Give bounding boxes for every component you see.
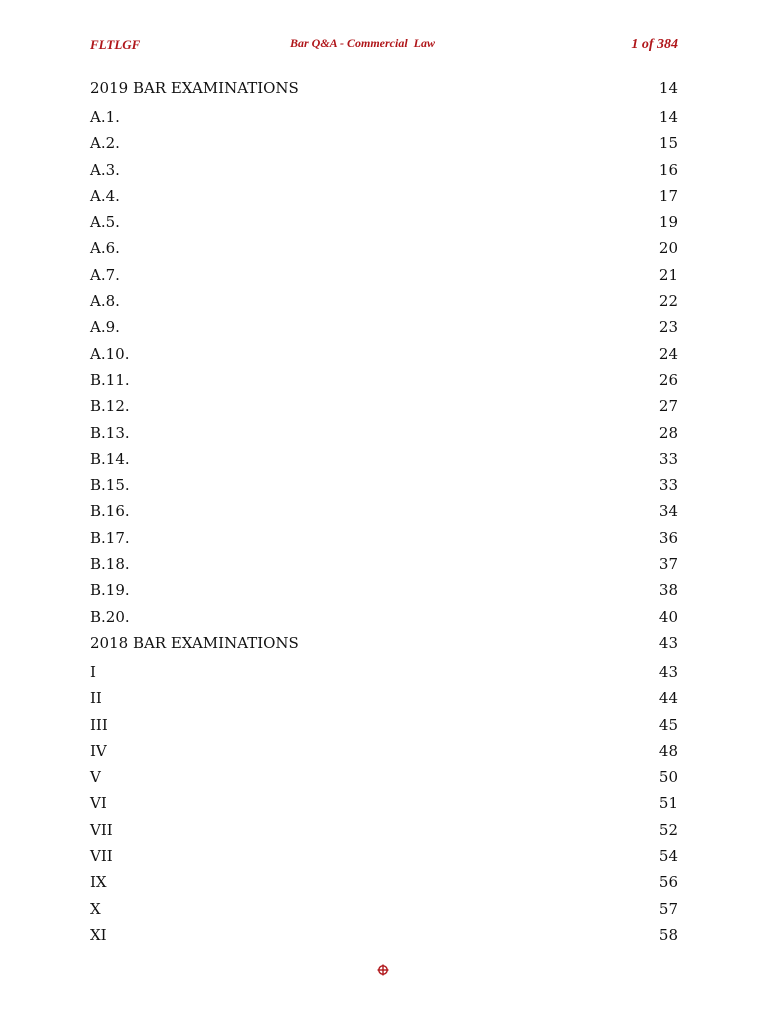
toc-entry-row[interactable]	[90, 498, 678, 524]
header-author: FLTLGF	[90, 37, 141, 52]
toc-entry-label: XI	[90, 925, 107, 944]
toc-entry-page: 45	[658, 715, 678, 734]
toc-section-row[interactable]	[90, 75, 678, 104]
toc-entry-label: II	[90, 689, 102, 708]
toc-entry-row[interactable]	[90, 659, 678, 685]
toc-entry-label: B.12.	[90, 397, 130, 416]
toc-entry-label: VII	[90, 820, 113, 839]
toc-entry-row[interactable]	[90, 577, 678, 603]
toc-entry-page: 22	[658, 292, 678, 311]
header-page-number: 1 of 384	[631, 37, 678, 52]
toc-entry-row[interactable]	[90, 209, 678, 235]
toc-entry-row[interactable]	[90, 790, 678, 816]
toc-entry-page: 20	[658, 239, 678, 258]
toc-entry-page: 34	[658, 502, 678, 521]
toc-entry-page: 50	[658, 768, 678, 787]
toc-entry-row[interactable]	[90, 764, 678, 790]
toc-entry-page: 23	[658, 318, 678, 337]
toc-entry-page: 57	[658, 899, 678, 918]
ornament-icon	[376, 962, 390, 976]
toc-entry-page: 44	[658, 689, 678, 708]
toc-entry-label: X	[90, 899, 101, 918]
toc-entry-label: A.4.	[90, 186, 120, 205]
toc-entry-page: 43	[658, 633, 678, 652]
toc-entry-page: 28	[658, 423, 678, 442]
toc-entry-label: B.19.	[90, 581, 130, 600]
toc-entry-row[interactable]	[90, 922, 678, 948]
toc-entry-row[interactable]	[90, 472, 678, 498]
toc-entry-label: B.20.	[90, 607, 130, 626]
toc-entry-row[interactable]	[90, 183, 678, 209]
page-header	[90, 36, 678, 56]
toc-entry-page: 14	[658, 79, 678, 97]
toc-entry-page: 16	[658, 160, 678, 179]
toc-entry-page: 21	[658, 265, 678, 284]
toc-entry-row[interactable]	[90, 235, 678, 261]
toc-entry-row[interactable]	[90, 314, 678, 340]
toc-entry-row[interactable]	[90, 104, 678, 130]
toc-entry-row[interactable]	[90, 157, 678, 183]
toc-entry-row[interactable]	[90, 446, 678, 472]
toc-entry-row[interactable]	[90, 551, 678, 577]
toc-entry-page: 26	[658, 370, 678, 389]
toc-entry-page: 17	[658, 186, 678, 205]
toc-entry-page: 58	[658, 925, 678, 944]
toc-entry-label: IV	[90, 741, 107, 760]
toc-entry-row[interactable]	[90, 525, 678, 551]
toc-entry-label: 2018 BAR EXAMINATIONS	[90, 633, 299, 652]
toc-entry-label: VII	[90, 847, 113, 866]
toc-entry-page: 37	[658, 555, 678, 574]
toc-entry-page: 15	[658, 134, 678, 153]
toc-entry-row[interactable]	[90, 341, 678, 367]
toc-entry-label: A.9.	[90, 318, 120, 337]
toc-entry-label: 2019 BAR EXAMINATIONS	[90, 79, 299, 97]
toc-entry-page: 33	[658, 476, 678, 495]
toc-entry-row[interactable]	[90, 288, 678, 314]
toc-entry-label: B.13.	[90, 423, 130, 442]
toc-entry-page: 14	[658, 108, 678, 126]
toc-entry-label: A.5.	[90, 213, 120, 232]
toc-entry-label: I	[90, 662, 96, 681]
toc-entry-label: III	[90, 715, 108, 734]
toc-entry-page: 27	[658, 397, 678, 416]
toc-entry-label: IX	[90, 873, 107, 892]
toc-entry-label: A.10.	[90, 344, 130, 363]
toc-section-row[interactable]	[90, 630, 678, 659]
toc-entry-row[interactable]	[90, 420, 678, 446]
toc-entry-page: 40	[658, 607, 678, 626]
toc-entry-row[interactable]	[90, 738, 678, 764]
toc-entry-row[interactable]	[90, 262, 678, 288]
toc-entry-label: B.18.	[90, 555, 130, 574]
toc-entry-row[interactable]	[90, 393, 678, 419]
toc-entry-page: 56	[658, 873, 678, 892]
toc-entry-row[interactable]	[90, 843, 678, 869]
toc-entry-row[interactable]	[90, 869, 678, 895]
toc-entry-page: 52	[658, 820, 678, 839]
toc-entry-row[interactable]	[90, 367, 678, 393]
toc-entry-label: B.14.	[90, 449, 130, 468]
toc-entry-row[interactable]	[90, 817, 678, 843]
toc-entry-row[interactable]	[90, 896, 678, 922]
toc-entry-label: A.3.	[90, 160, 120, 179]
toc-entry-label: B.15.	[90, 476, 130, 495]
toc-entry-page: 48	[658, 741, 678, 760]
toc-entry-page: 43	[658, 662, 678, 681]
toc-entry-row[interactable]	[90, 604, 678, 630]
toc-entry-label: B.16.	[90, 502, 130, 521]
toc-entry-page: 24	[658, 344, 678, 363]
toc-entry-page: 38	[658, 581, 678, 600]
toc-entry-page: 19	[658, 213, 678, 232]
header-title: Bar Q&A - Commercial Law	[290, 36, 436, 50]
toc-entry-label: A.1.	[90, 108, 120, 126]
toc-entry-label: B.11.	[90, 370, 130, 389]
toc-entry-row[interactable]	[90, 130, 678, 156]
toc-entry-row[interactable]	[90, 712, 678, 738]
toc-entry-page: 33	[658, 449, 678, 468]
toc-entry-page: 51	[658, 794, 678, 813]
toc-entry-label: A.7.	[90, 265, 120, 284]
toc-entry-label: A.2.	[90, 134, 120, 153]
toc-entry-label: A.6.	[90, 239, 120, 258]
toc-entry-page: 54	[658, 847, 678, 866]
toc-entry-label: V	[90, 768, 101, 787]
toc-entry-row[interactable]	[90, 685, 678, 711]
toc-entry-page: 36	[658, 528, 678, 547]
toc-entry-label: B.17.	[90, 528, 130, 547]
toc-entry-label: A.8.	[90, 292, 120, 311]
toc-entry-label: VI	[90, 794, 107, 813]
table-of-contents	[90, 75, 678, 948]
